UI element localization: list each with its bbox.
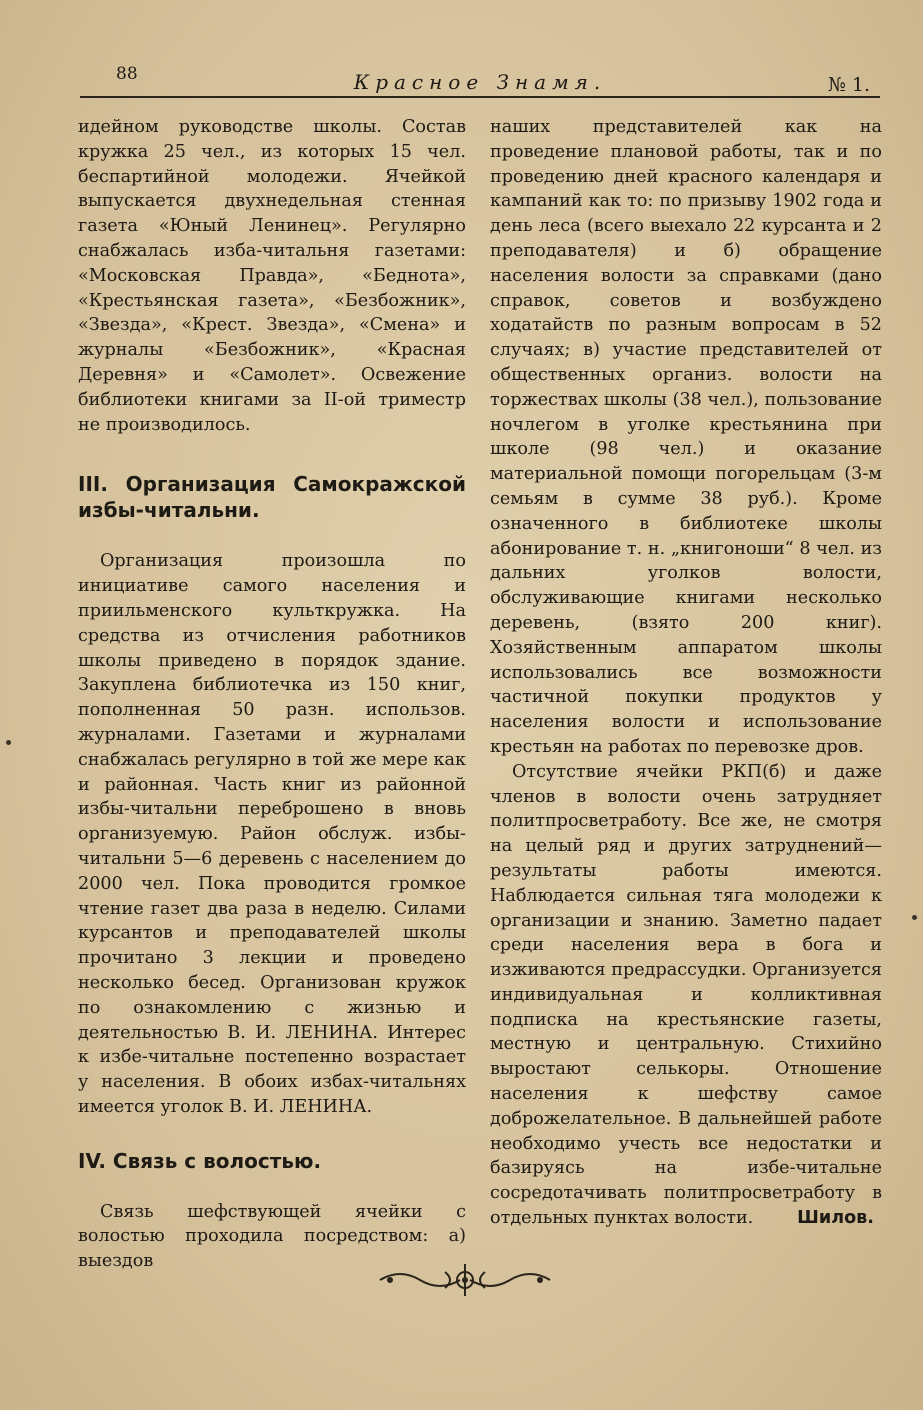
section-3-paragraph: Организация произошла по инициативе самого населения и приильменского культкружка. На средства из отчисления работников школы приведено в порядок здание. Закуплена библиотечка из 150 книг, пополненная 50 разн. использов. журналами. Газетами и журналами снабжалась регулярно в той же мере как и районная. Часть книг из районной избы-читальни переброшено в вновь организуемую. Район обслуж. избы-читальни 5—6 деревень с населением до 2000 чел. Пока проводится громкое чтение газет два раза в неделю. Силами курсантов и преподавателей школы прочитано 3 лекции и проведено несколько бесед. Организован кружок по ознакомлению с жизнью и деятельностью В. И. ЛЕНИНА. Интерес к избе-читальне постепенно возрастает у населения. В обоих избах-читальнях имеется уголок В. И. ЛЕНИНА. <box>78 551 466 1117</box>
section-4-heading: IV. Связь с волостью. <box>78 1148 322 1173</box>
right-paragraph-2 <box>490 760 882 1231</box>
page-number: 88 <box>116 64 138 84</box>
author-signature: Шилов. <box>797 1208 874 1229</box>
right-paragraph-1: наших представителей как на проведение плановой работы, так и по проведению дней красного календаря и кампаний как то: по призыву 1902 года и день леса (всего выехало 22 курсанта и 2 преподавателя) и б) обращение населения волости за справками (дано справок, советов и возбуждено ходатайств по разным вопросам в 52 случаях; в) участие представителей от общественных организ. волости на торжествах школы (38 чел.), пользование ночлегом в уголке крестьянина при школе (98 чел.) и оказание материальной помощи погорельцам (3-м семьям в сумме 38 руб.). Кроме означенного в библиотеке школы абонирование т. н. „книгоноши“ 8 чел. из дальних уголков волости, обслуживающие книгами несколько деревень, (взято 200 книг). Хозяйственным аппаратом школы использовались все возможности частичной покупки продуктов у населения волости и использование крестьян на работах по перевозке дров. <box>490 117 882 757</box>
paper-speck <box>912 915 917 920</box>
header-rule <box>80 96 880 98</box>
issue-number: № 1. <box>827 74 870 96</box>
left-column <box>78 115 466 1274</box>
running-title: Красное Знамя. <box>353 70 607 94</box>
section-4-paragraph: Связь шефствующей ячейки с волостью проходила посредством: а) выездов <box>78 1201 466 1272</box>
floral-divider-icon <box>370 1260 560 1300</box>
right-paragraph-2-text: Отсутствие ячейки РКП(б) и даже членов в волости очень затрудняет политпросветработу. Все же, не смотря на целый ряд и других затруднений—результаты работы имеются. Наблюдается сильная тяга молодежи к организации и знанию. Заметно падает среди населения вера в бога и изживаются предрассудки. Организуется индивидуальная и колликтивная подписка на крестьянские газеты, местную и центральную. Стихийно выростают селькоры. Отношение населения к шефству самое доброжелательное. В дальнейшей работе необходимо учесть все недостатки и базируясь на избе-читальне сосредотачивать политпросветработу в отдельных пунктах волости. <box>490 761 882 1229</box>
paper-speck <box>6 740 11 745</box>
intro-paragraph: идейном руководстве школы. Состав кружка 25 чел., из которых 15 чел. беспартийной молодежи. Ячейкой выпускается двухнедельная стенная газета «Юный Ленинец». Регулярно снабжалась изба-читальня газетами: «Московская Правда», «Беднота», «Крестьянская газета», «Безбожник», «Звезда», «Крест. Звезда», «Смена» и журналы «Безбожник», «Красная Деревня» и «Самолет». Освежение библиотеки книгами за II-ой триместр не производилось. <box>78 117 466 435</box>
page-header <box>80 60 880 100</box>
right-column <box>490 115 882 1231</box>
section-3-heading: III. Организация Самокражской избы-читальни. <box>78 472 466 523</box>
